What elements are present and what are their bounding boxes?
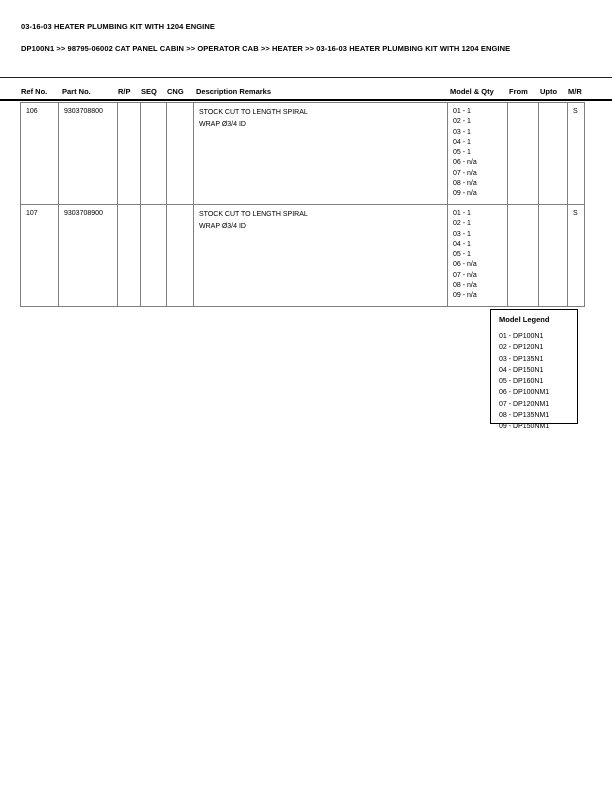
page-title: 03-16-03 HEATER PLUMBING KIT WITH 1204 ENGINE: [21, 22, 215, 31]
model-qty-line: 05 - 1: [453, 251, 471, 259]
model-qty-line: 01 - 1: [453, 108, 471, 115]
model-qty-line: 08 - n/a: [453, 180, 477, 188]
breadcrumb: DP100N1 >> 98795-06002 CAT PANEL CABIN >> OPERATOR CAB >> HEATER >> 03-16-03 HEATER PLUMBING KIT WITH 1204 ENGINE: [21, 44, 511, 53]
cell-upto: [539, 205, 568, 307]
column-header-part-no: Part No.: [62, 87, 91, 96]
description-line: WRAP Ø3/4 ID: [199, 120, 246, 128]
model-qty-line: 09 - n/a: [453, 190, 477, 198]
column-header-upto: Upto: [540, 87, 558, 96]
parts-table: [20, 102, 585, 307]
model-qty-line: 08 - n/a: [453, 282, 477, 290]
cell-part-no: 9303708800: [59, 103, 118, 205]
column-header-rp: R/P: [118, 87, 131, 96]
legend-item: 07 - DP120NM1: [499, 400, 550, 408]
legend-item: 02 - DP120N1: [499, 344, 544, 352]
cell-part-no: 9303708900: [59, 205, 118, 307]
model-qty-line: 04 - 1: [453, 138, 471, 146]
legend-item: 09 - DP150NM1: [499, 423, 550, 430]
model-qty-line: 02 - 1: [453, 220, 471, 228]
cell-model-qty: [448, 205, 508, 307]
table-column-headers: [0, 87, 612, 99]
cell-rp: [118, 205, 141, 307]
model-qty-line: 04 - 1: [453, 240, 471, 248]
legend-title: Model Legend: [499, 315, 550, 324]
legend-item: 05 - DP160N1: [499, 378, 544, 385]
cell-mr: S: [568, 205, 585, 307]
cell-seq: [141, 205, 167, 307]
model-qty-line: 06 - n/a: [453, 159, 477, 167]
column-header-from: From: [509, 87, 528, 96]
header-rule-top: [0, 77, 612, 78]
cell-cng: [167, 103, 194, 205]
description-line: STOCK CUT TO LENGTH SPIRAL: [199, 211, 308, 218]
cell-description: [194, 103, 448, 205]
column-header-seq: SEQ: [141, 87, 157, 96]
column-header-cng: CNG: [167, 87, 184, 96]
model-qty-line: 07 - n/a: [453, 271, 477, 279]
column-header-model-qty: Model & Qty: [450, 87, 494, 96]
legend-item: 06 - DP100NM1: [499, 389, 550, 397]
model-qty-line: 07 - n/a: [453, 169, 477, 177]
legend-item: 01 - DP100N1: [499, 333, 544, 340]
description-line: STOCK CUT TO LENGTH SPIRAL: [199, 109, 308, 116]
cell-ref-no: 106: [21, 103, 59, 205]
cell-ref-no: 107: [21, 205, 59, 307]
header-rule-bottom: [0, 99, 612, 101]
column-header-mr: M/R: [568, 87, 582, 96]
model-qty-line: 09 - n/a: [453, 292, 477, 300]
model-qty-line: 01 - 1: [453, 210, 471, 217]
cell-rp: [118, 103, 141, 205]
model-qty-line: 03 - 1: [453, 128, 471, 136]
column-header-description: Description Remarks: [196, 87, 272, 96]
legend-item: 04 - DP150N1: [499, 366, 544, 374]
model-qty-line: 06 - n/a: [453, 261, 477, 269]
cell-from: [508, 103, 539, 205]
table-row: [21, 103, 585, 205]
cell-from: [508, 205, 539, 307]
cell-seq: [141, 103, 167, 205]
cell-model-qty: [448, 103, 508, 205]
legend-item: 03 - DP135N1: [499, 355, 544, 363]
cell-cng: [167, 205, 194, 307]
column-header-ref-no: Ref No.: [21, 87, 48, 96]
model-qty-line: 05 - 1: [453, 149, 471, 157]
cell-description: [194, 205, 448, 307]
legend-item: 08 - DP135NM1: [499, 411, 550, 419]
model-qty-line: 03 - 1: [453, 230, 471, 238]
model-legend-box: [490, 309, 578, 430]
description-line: WRAP Ø3/4 ID: [199, 222, 246, 230]
cell-mr: S: [568, 103, 585, 205]
model-qty-line: 02 - 1: [453, 118, 471, 126]
cell-upto: [539, 103, 568, 205]
table-row: [21, 205, 585, 307]
